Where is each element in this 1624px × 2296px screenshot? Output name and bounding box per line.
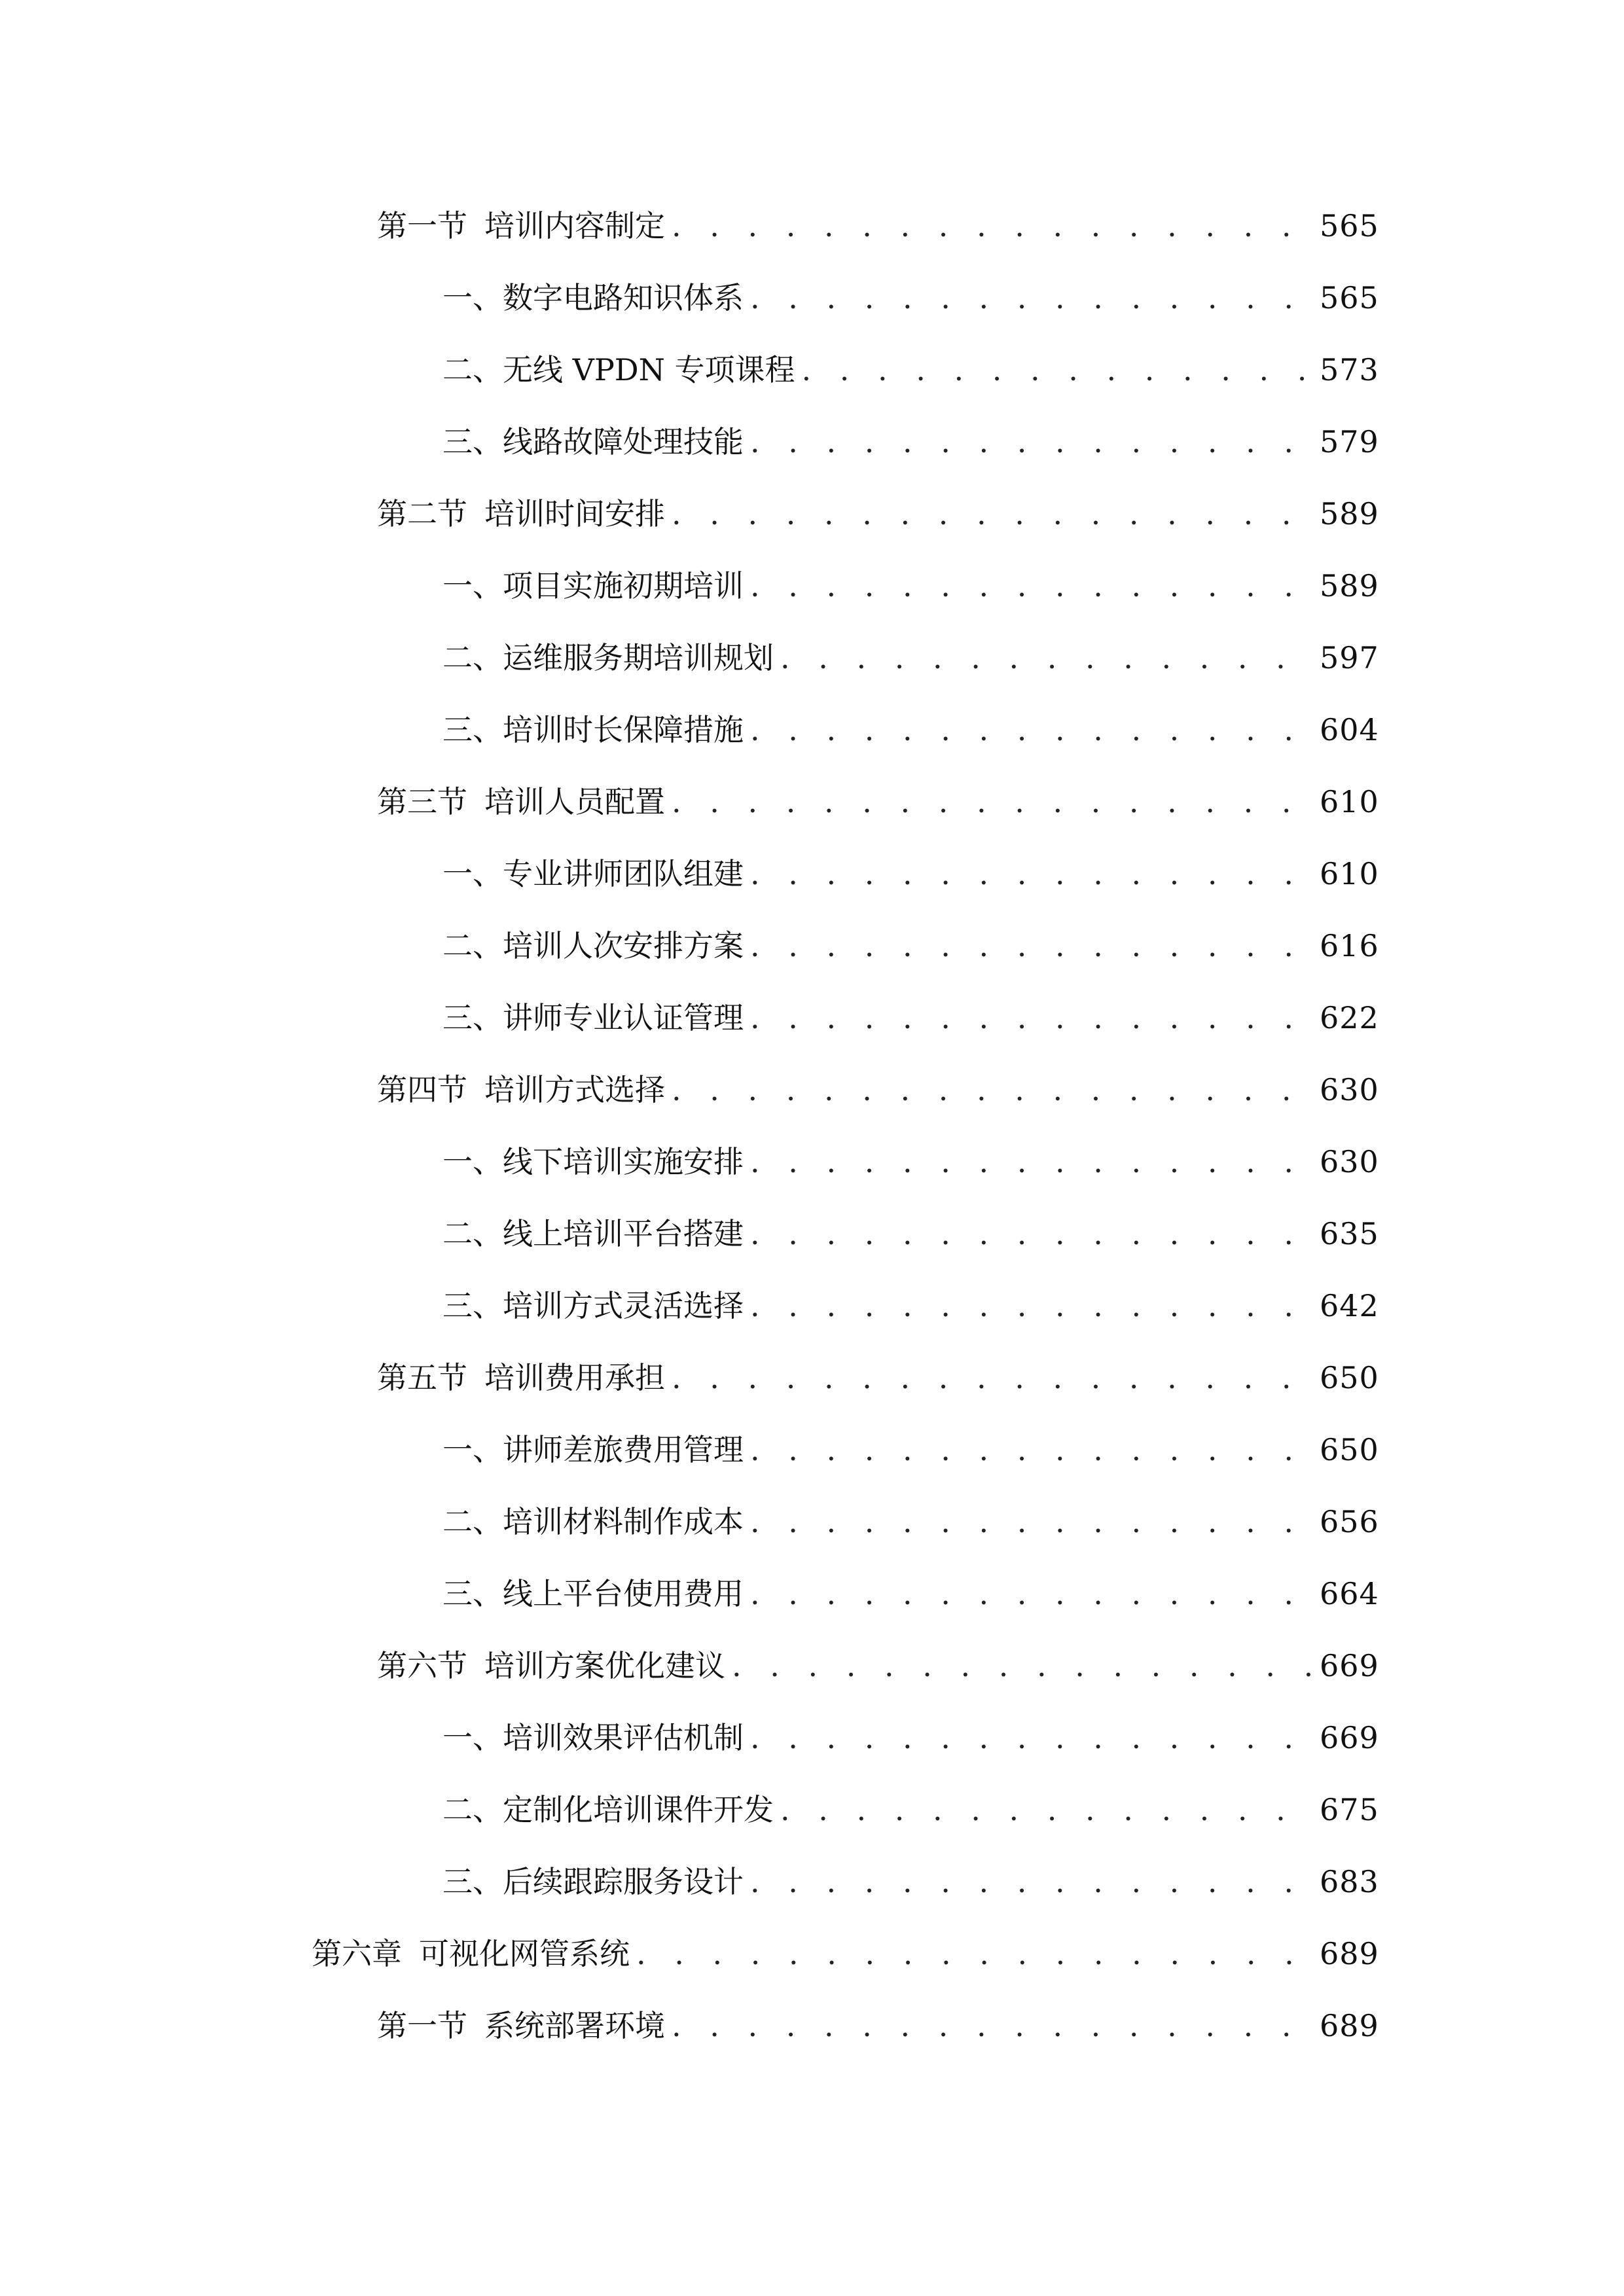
toc-entry-number: 第一节 [377, 2008, 467, 2043]
toc-dot-leader [750, 406, 1310, 478]
toc-dot-leader [636, 1918, 1310, 1990]
toc-entry-page: 616 [1320, 928, 1379, 963]
toc-dot-leader [750, 1126, 1310, 1198]
toc-dot-leader [672, 190, 1310, 262]
toc-entry-title: 定制化培训课件开发 [503, 1792, 774, 1827]
toc-entry-number: 第四节 [377, 1072, 467, 1107]
toc-dot-leader [672, 1990, 1310, 2062]
toc-dot-leader [750, 550, 1310, 622]
toc-dot-leader [802, 334, 1310, 406]
toc-entry-page: 669 [1320, 1648, 1379, 1683]
toc-entry-page: 650 [1320, 1432, 1379, 1467]
toc-entry-number: 二、 [442, 352, 503, 387]
toc-entry[interactable] [377, 1342, 1379, 1414]
toc-entry-page: 589 [1320, 568, 1379, 603]
toc-entry[interactable] [442, 1414, 1379, 1486]
toc-entry[interactable] [377, 1630, 1379, 1702]
toc-entry-number: 三、 [442, 1000, 503, 1035]
toc-entry[interactable] [442, 982, 1379, 1054]
toc-dot-leader [672, 766, 1310, 838]
toc-entry[interactable] [442, 1702, 1379, 1774]
toc-entry-page: 579 [1320, 424, 1379, 459]
toc-entry-page: 589 [1320, 496, 1379, 531]
toc-entry-page: 622 [1320, 1000, 1379, 1035]
toc-entry-page: 650 [1320, 1360, 1379, 1395]
toc-entry-number: 第六节 [377, 1648, 467, 1683]
toc-entry-number: 三、 [442, 712, 503, 747]
toc-entry-title: 线上平台使用费用 [503, 1576, 744, 1611]
toc-entry-number: 第一节 [377, 208, 467, 243]
toc-entry-title: 培训时长保障措施 [503, 712, 744, 747]
toc-entry[interactable] [442, 1486, 1379, 1558]
toc-entry-title: 讲师差旅费用管理 [503, 1432, 744, 1467]
toc-entry[interactable] [442, 1126, 1379, 1198]
toc-entry[interactable] [442, 550, 1379, 622]
toc-entry-number: 一、 [442, 1144, 503, 1179]
toc-entry-number: 第二节 [377, 496, 467, 531]
toc-dot-leader [672, 1342, 1310, 1414]
toc-dot-leader [750, 1414, 1310, 1486]
toc-entry[interactable] [442, 262, 1379, 334]
toc-dot-leader [672, 478, 1310, 550]
toc-entry-number: 二、 [442, 928, 503, 963]
toc-entry[interactable] [442, 622, 1379, 694]
toc-entry[interactable] [442, 406, 1379, 478]
toc-entry[interactable] [442, 910, 1379, 982]
toc-entry-page: 683 [1320, 1864, 1379, 1899]
toc-dot-leader [750, 1270, 1310, 1342]
toc-entry-title: 培训方案优化建议 [484, 1648, 725, 1683]
toc-entry-title: 无线 VPDN 专项课程 [503, 352, 795, 387]
toc-entry[interactable] [442, 334, 1379, 406]
toc-entry[interactable] [442, 838, 1379, 910]
toc-entry-title: 培训人次安排方案 [503, 928, 744, 963]
toc-entry-number: 二、 [442, 640, 503, 675]
toc-entry-title: 培训方式选择 [484, 1072, 665, 1107]
toc-entry-page: 630 [1320, 1072, 1379, 1107]
toc-dot-leader [750, 694, 1310, 766]
toc-entry-page: 604 [1320, 712, 1379, 747]
toc-entry[interactable] [442, 1846, 1379, 1918]
toc-entry-title: 线下培训实施安排 [503, 1144, 744, 1179]
toc-entry-page: 635 [1320, 1216, 1379, 1251]
toc-entry-title: 培训方式灵活选择 [503, 1288, 744, 1323]
toc-entry-number: 第三节 [377, 784, 467, 819]
toc-dot-leader [750, 1846, 1310, 1918]
toc-entry-title: 培训费用承担 [484, 1360, 665, 1395]
toc-dot-leader [750, 910, 1310, 982]
toc-entry[interactable] [442, 1558, 1379, 1630]
toc-entry-title: 运维服务期培训规划 [503, 640, 774, 675]
toc-entry-page: 642 [1320, 1288, 1379, 1323]
toc-entry[interactable] [377, 766, 1379, 838]
toc-entry-title: 培训内容制定 [484, 208, 665, 243]
toc-dot-leader [750, 1486, 1310, 1558]
toc-entry-number: 二、 [442, 1792, 503, 1827]
toc-entry-page: 630 [1320, 1144, 1379, 1179]
toc-entry-number: 二、 [442, 1216, 503, 1251]
toc-entry-page: 669 [1320, 1720, 1379, 1755]
toc-dot-leader [750, 982, 1310, 1054]
toc-entry-title: 培训人员配置 [484, 784, 665, 819]
toc-dot-leader [780, 622, 1310, 694]
toc-dot-leader [672, 1054, 1310, 1126]
toc-entry[interactable] [442, 1198, 1379, 1270]
toc-entry-number: 一、 [442, 280, 503, 315]
toc-entry-number: 三、 [442, 1864, 503, 1899]
toc-entry-number: 一、 [442, 1432, 503, 1467]
toc-entry[interactable] [312, 1918, 1379, 1990]
toc-entry-title: 培训时间安排 [484, 496, 665, 531]
toc-entry-number: 三、 [442, 424, 503, 459]
toc-entry-page: 610 [1320, 856, 1379, 891]
toc-entry-title: 专业讲师团队组建 [503, 856, 744, 891]
toc-entry-page: 597 [1320, 640, 1379, 675]
toc-entry[interactable] [377, 478, 1379, 550]
toc-entry-page: 573 [1320, 352, 1379, 387]
toc-entry-number: 第五节 [377, 1360, 467, 1395]
toc-dot-leader [732, 1630, 1310, 1702]
toc-dot-leader [750, 1198, 1310, 1270]
toc-entry-number: 三、 [442, 1576, 503, 1611]
toc-entry-page: 664 [1320, 1576, 1379, 1611]
toc-entry-number: 一、 [442, 568, 503, 603]
toc-dot-leader [750, 1702, 1310, 1774]
toc-entry-number: 三、 [442, 1288, 503, 1323]
toc-entry-number: 第六章 [312, 1936, 402, 1971]
toc-entry-title: 讲师专业认证管理 [503, 1000, 744, 1035]
toc-entry-page: 565 [1320, 208, 1379, 243]
toc-dot-leader [750, 1558, 1310, 1630]
toc-entry-page: 656 [1320, 1504, 1379, 1539]
toc-entry[interactable] [442, 1774, 1379, 1846]
toc-entry[interactable] [442, 694, 1379, 766]
toc-entry[interactable] [377, 190, 1379, 262]
toc-entry-page: 565 [1320, 280, 1379, 315]
toc-entry-page: 689 [1320, 1936, 1379, 1971]
toc-entry-title: 项目实施初期培训 [503, 568, 744, 603]
toc-entry-number: 一、 [442, 856, 503, 891]
toc-entry[interactable] [377, 1054, 1379, 1126]
toc-entry[interactable] [442, 1270, 1379, 1342]
toc-entry-page: 675 [1320, 1792, 1379, 1827]
toc-entry-page: 610 [1320, 784, 1379, 819]
toc-dot-leader [780, 1774, 1310, 1846]
toc-dot-leader [750, 262, 1310, 334]
toc-entry-title: 可视化网管系统 [419, 1936, 630, 1971]
toc-entry-title: 系统部署环境 [484, 2008, 665, 2043]
toc-entry-page: 689 [1320, 2008, 1379, 2043]
toc-dot-leader [750, 838, 1310, 910]
toc-entry-title: 线路故障处理技能 [503, 424, 744, 459]
toc-entry-title: 后续跟踪服务设计 [503, 1864, 744, 1899]
toc-entry[interactable] [377, 1990, 1379, 2062]
toc-entry-title: 数字电路知识体系 [503, 280, 744, 315]
toc-entry-number: 一、 [442, 1720, 503, 1755]
toc-entry-number: 二、 [442, 1504, 503, 1539]
toc-entry-title: 线上培训平台搭建 [503, 1216, 744, 1251]
toc-entry-title: 培训效果评估机制 [503, 1720, 744, 1755]
toc-entry-title: 培训材料制作成本 [503, 1504, 744, 1539]
